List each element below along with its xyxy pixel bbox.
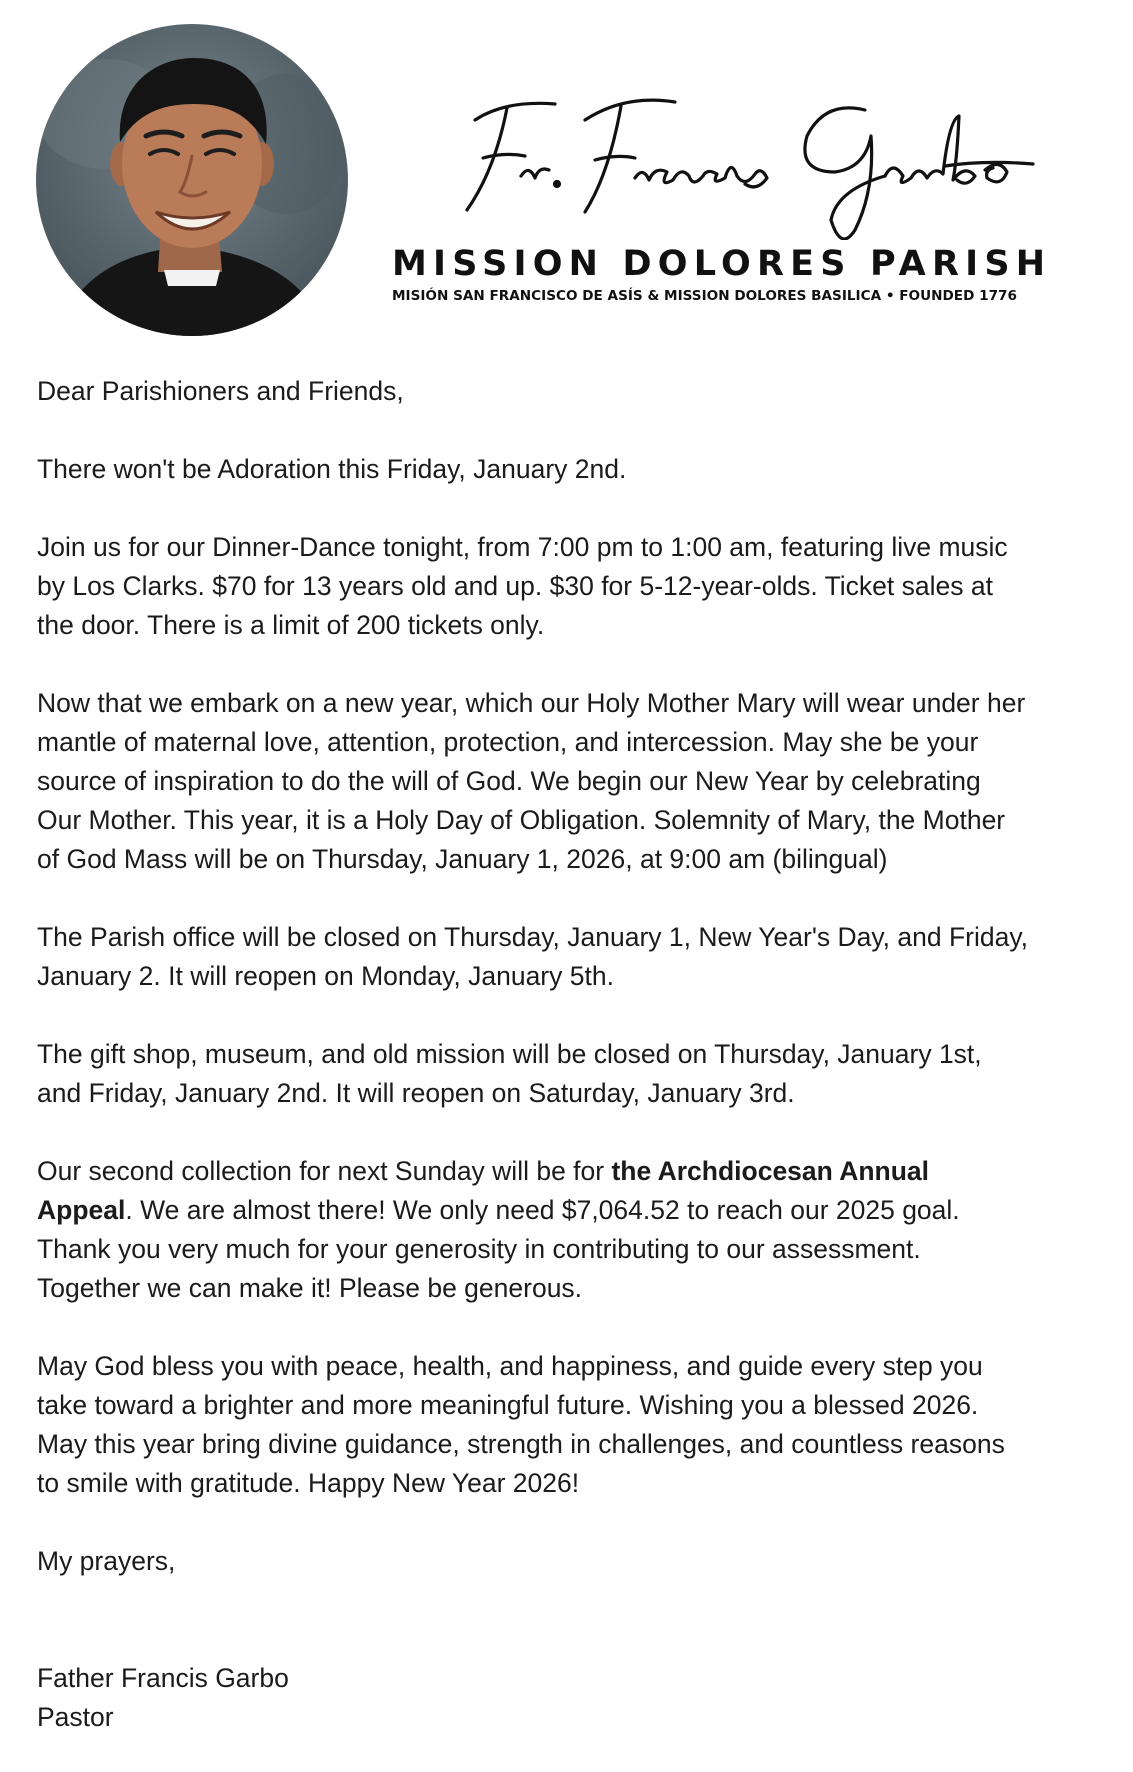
paragraph-line: take toward a brighter and more meaningful future. Wishing you a blessed 2026. <box>37 1390 979 1420</box>
office-closure-paragraph <box>37 918 1117 996</box>
paragraph-line: May this year bring divine guidance, strength in challenges, and countless reasons <box>37 1429 1005 1459</box>
paragraph-line: Now that we embark on a new year, which our Holy Mother Mary will wear under her <box>37 688 1026 718</box>
paragraph-line: May God bless you with peace, health, and happiness, and guide every step you <box>37 1351 983 1381</box>
paragraph-line: source of inspiration to do the will of God. We begin our New Year by celebrating <box>37 766 981 796</box>
spacer <box>37 1620 1117 1659</box>
new-year-paragraph <box>37 684 1117 879</box>
signer-name: Father Francis Garbo <box>37 1663 289 1693</box>
blessing-paragraph <box>37 1347 1117 1503</box>
paragraph-line: by Los Clarks. $70 for 13 years old and up. $30 for 5-12-year-olds. Ticket sales at <box>37 571 993 601</box>
pastor-portrait <box>36 24 348 336</box>
paragraph-line: Together we can make it! Please be generous. <box>37 1273 583 1303</box>
letterhead <box>0 0 1133 360</box>
parish-name: MISSION DOLORES PARISH <box>392 244 1052 284</box>
closing: My prayers, <box>37 1546 176 1576</box>
dinner-dance-paragraph <box>37 528 1117 645</box>
paragraph-line: January 2. It will reopen on Monday, January 5th. <box>37 961 614 991</box>
collection-text: Our second collection for next Sunday will be for <box>37 1156 612 1186</box>
signer-title: Pastor <box>37 1702 114 1732</box>
letter-body <box>37 372 1117 1737</box>
gift-shop-paragraph <box>37 1035 1117 1113</box>
paragraph-line <box>37 1191 1117 1230</box>
paragraph-line: of God Mass will be on Thursday, January 1, 2026, at 9:00 am (bilingual) <box>37 844 888 874</box>
paragraph-line: and Friday, January 2nd. It will reopen on Saturday, January 3rd. <box>37 1078 795 1108</box>
parish-subtitle: MISIÓN SAN FRANCISCO DE ASÍS & MISSION DOLORES BASILICA • FOUNDED 1776 <box>392 288 1017 304</box>
appeal-name-bold: Appeal <box>37 1195 126 1225</box>
paragraph-line: The Parish office will be closed on Thursday, January 1, New Year's Day, and Friday, <box>37 922 1028 952</box>
adoration-notice: There won't be Adoration this Friday, January 2nd. <box>37 454 627 484</box>
paragraph-line: The gift shop, museum, and old mission will be closed on Thursday, January 1st, <box>37 1039 982 1069</box>
paragraph-line: Thank you very much for your generosity in contributing to our assessment. <box>37 1234 921 1264</box>
greeting: Dear Parishioners and Friends, <box>37 376 404 406</box>
paragraph-line: Our Mother. This year, it is a Holy Day of Obligation. Solemnity of Mary, the Mother <box>37 805 1006 835</box>
paragraph-line: the door. There is a limit of 200 tickets only. <box>37 610 545 640</box>
collection-paragraph <box>37 1152 1117 1308</box>
paragraph-line: Join us for our Dinner-Dance tonight, from 7:00 pm to 1:00 am, featuring live music <box>37 532 1008 562</box>
signature-block <box>37 1659 1117 1737</box>
pastor-signature <box>445 80 1085 240</box>
paragraph-line: to smile with gratitude. Happy New Year 2026! <box>37 1468 580 1498</box>
paragraph-line: mantle of maternal love, attention, protection, and intercession. May she be your <box>37 727 979 757</box>
paragraph-line <box>37 1152 1117 1191</box>
appeal-name-bold: the Archdiocesan Annual <box>611 1156 930 1186</box>
collection-text: . We are almost there! We only need $7,064.52 to reach our 2025 goal. <box>125 1195 960 1225</box>
